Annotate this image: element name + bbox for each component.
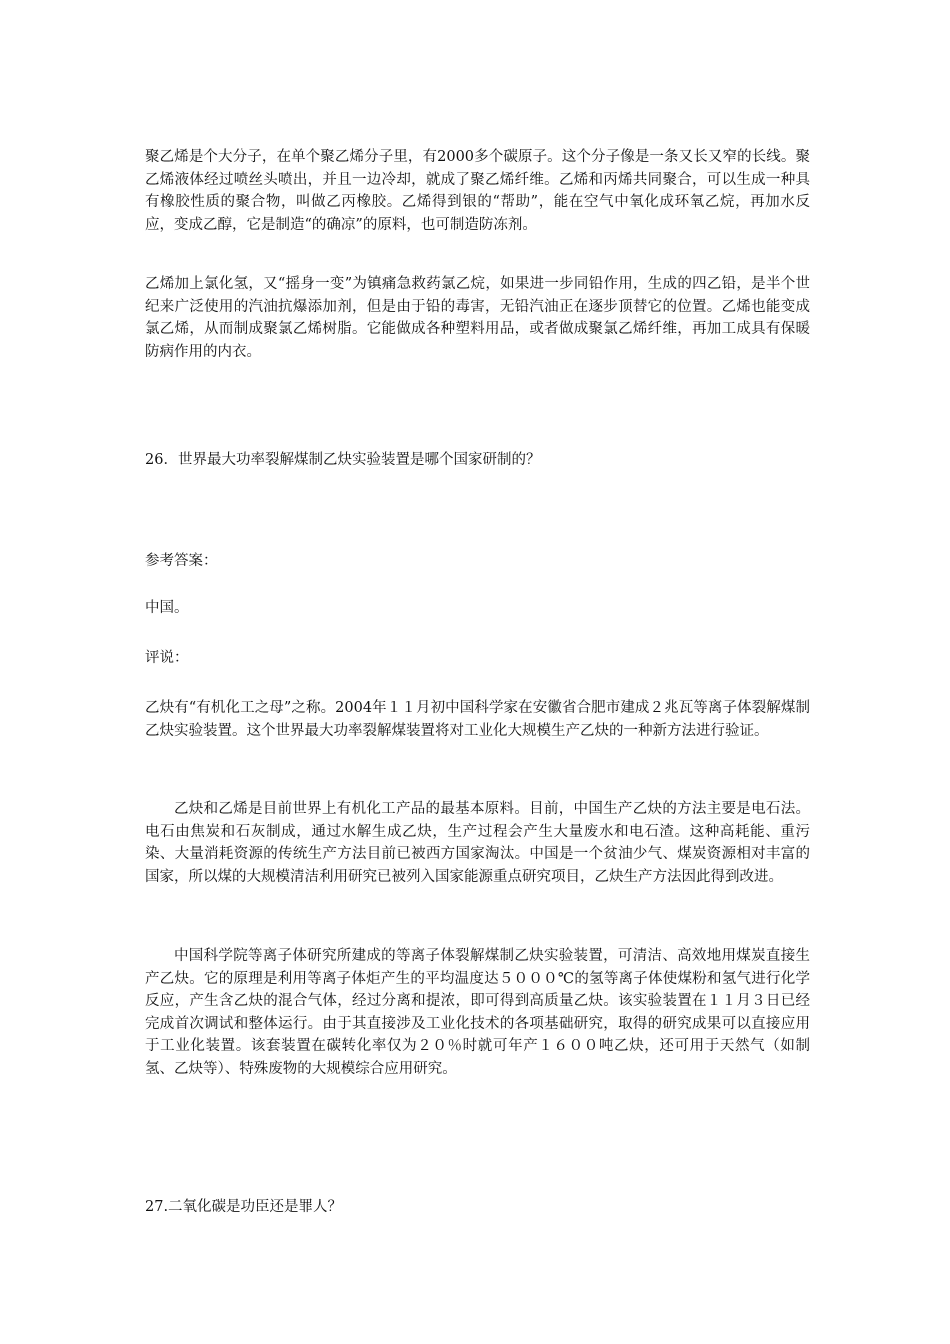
answer-label: 参考答案： — [145, 553, 218, 569]
paragraph-acetylene-intro: 乙炔有“有机化工之母”之称。2004年１１月初中国科学家在安徽省合肥市建成２兆瓦等离子体裂解煤制乙炔实验装置。这个世界最大功率裂解煤装置将对工业化大规模生产乙炔的一种新方法进行验证。 — [145, 700, 810, 739]
answer-text: 中国。 — [145, 600, 189, 616]
paragraph-polyethylene: 聚乙烯是个大分子，在单个聚乙烯分子里，有2000多个碳原子。这个分子像是一条又长又窄的长线。聚乙烯液体经过喷丝头喷出，并且一边冷却，就成了聚乙烯纤维。乙烯和丙烯共同聚合，可以生成一种具有橡胶性质的聚合物，叫做乙丙橡胶。乙烯得到银的“帮助”，能在空气中氧化成环氧乙烷，再加水反应，变成乙醇，它是制造“的确凉”的原料，也可制造防冻剂。 — [145, 149, 810, 233]
question-27: 27.二氧化碳是功臣还是罪人？ — [145, 1199, 343, 1215]
paragraph-plasma-device: 中国科学院等离子体研究所建成的等离子体裂解煤制乙炔实验装置，可清洁、高效地用煤炭直接生产乙炔。它的原理是利用等离子体炬产生的平均温度达５０００℃的氢等离子体使煤粉和氢气进行化学反应，产生含乙炔的混合气体，经过分离和提浓，即可得到高质量乙炔。该实验装置在１１月３日已经完成首次调试和整体运行。由于其直接涉及工业化技术的各项基础研究，取得的研究成果可以直接应用于工业化装置。该套装置在碳转化率仅为２０％时就可年产１６００吨乙炔，还可用于天然气（如制氢、乙炔等）、特殊废物的大规模综合应用研究。 — [145, 948, 810, 1077]
paragraph-acetylene-methods: 乙炔和乙烯是目前世界上有机化工产品的最基本原料。目前，中国生产乙炔的方法主要是电石法。电石由焦炭和石灰制成，通过水解生成乙炔，生产过程会产生大量废水和电石渣。这种高耗能、重污染、大量消耗资源的传统生产方法目前已被西方国家淘汰。中国是一个贫油少气、煤炭资源相对丰富的国家，所以煤的大规模清洁利用研究已被列入国家能源重点研究项目，乙炔生产方法因此得到改进。 — [145, 801, 810, 885]
comment-label: 评说： — [145, 650, 189, 666]
question-26: 26．世界最大功率裂解煤制乙炔实验装置是哪个国家研制的？ — [145, 452, 541, 468]
paragraph-ethylene-chloride: 乙烯加上氯化氢，又“摇身一变”为镇痛急救药氯乙烷，如果进一步同铅作用，生成的四乙铅，是半个世纪来广泛使用的汽油抗爆添加剂，但是由于铅的毒害，无铅汽油正在逐步顶替它的位置。乙烯也能变成氯乙烯，从而制成聚氯乙烯树脂。它能做成各种塑料用品，或者做成聚氯乙烯纤维，再加工成具有保暖防病作用的内衣。 — [145, 276, 810, 360]
